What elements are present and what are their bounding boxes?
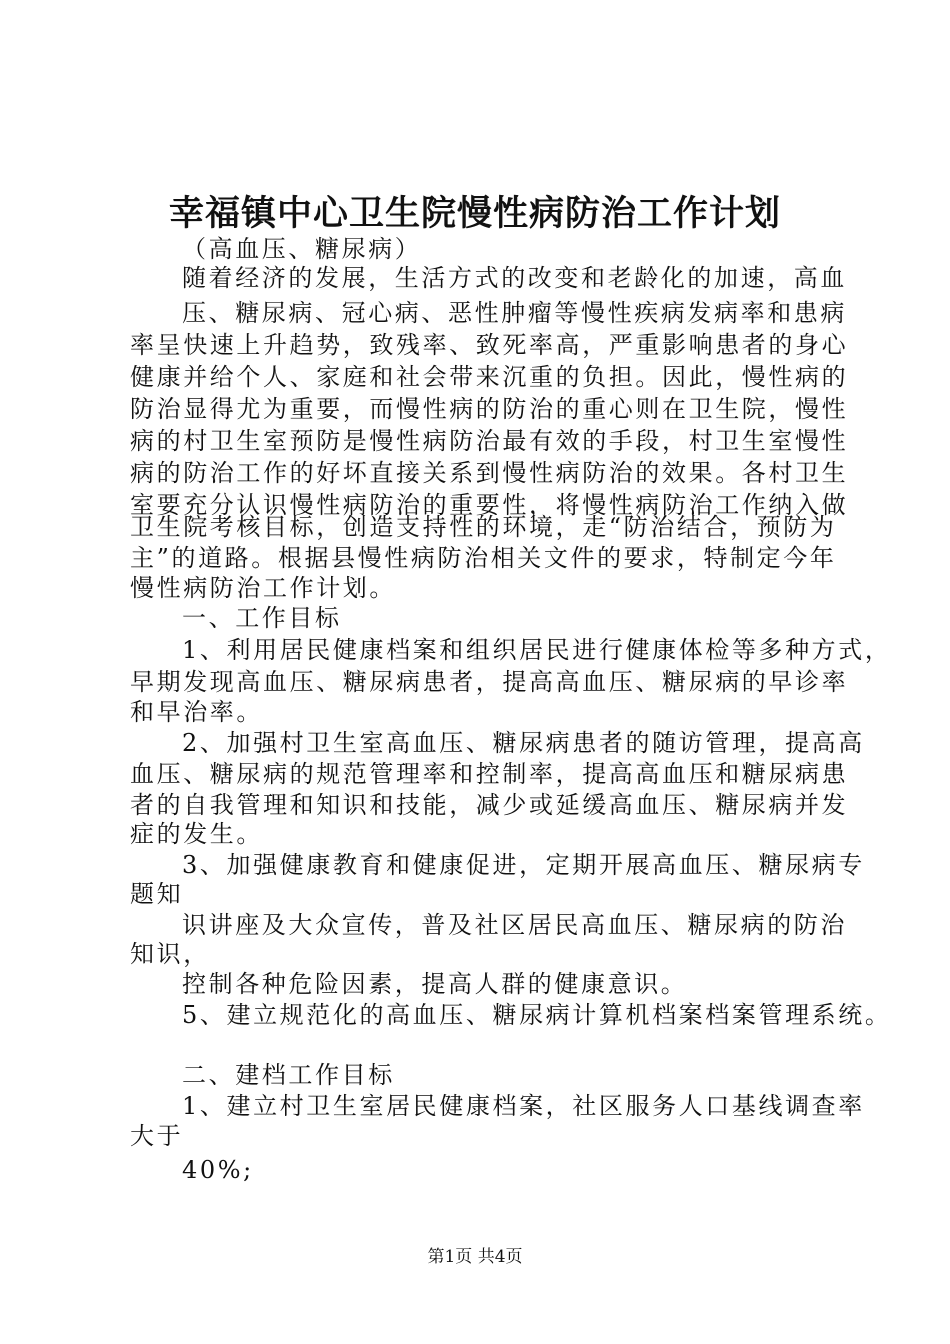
text-line: 主”的道路。根据县慢性病防治相关文件的要求，特制定今年: [130, 544, 837, 572]
text-line: 健康并给个人、家庭和社会带来沉重的负担。因此，慢性病的: [130, 363, 849, 391]
text-line: 2、加强村卫生室高血压、糖尿病患者的随访管理，提高高: [182, 729, 865, 757]
text-line: 病的防治工作的好坏直接关系到慢性病防治的效果。各村卫生: [130, 459, 849, 487]
text-line: 压、糖尿病、冠心病、恶性肿瘤等慢性疾病发病率和患病: [182, 299, 847, 327]
text-line: 病的村卫生室预防是慢性病防治最有效的手段，村卫生室慢性: [130, 427, 849, 455]
text-line: 率呈快速上升趋势，致残率、致死率高，严重影响患者的身心: [130, 331, 849, 359]
text-line: 者的自我管理和知识和技能，减少或延缓高血压、糖尿病并发: [130, 791, 849, 819]
text-line: 防治显得尤为重要，而慢性病的防治的重心则在卫生院，慢性: [130, 395, 849, 423]
text-line: 控制各种危险因素，提高人群的健康意识。: [182, 970, 688, 998]
text-line: 1、利用居民健康档案和组织居民进行健康体检等多种方式，: [182, 636, 892, 664]
text-line: 随着经济的发展，生活方式的改变和老龄化的加速，高血: [182, 264, 847, 292]
page-number-footer: 第1页 共4页: [427, 1247, 523, 1267]
text-line: 血压、糖尿病的规范管理率和控制率，提高高血压和糖尿病患: [130, 760, 849, 788]
text-line: 慢性病防治工作计划。: [130, 574, 396, 602]
text-line: 症的发生。: [130, 820, 263, 848]
text-line: 1、建立村卫生室居民健康档案，社区服务人口基线调查率: [182, 1092, 865, 1120]
text-line: 早期发现高血压、糖尿病患者，提高高血压、糖尿病的早诊率: [130, 668, 849, 696]
document-title: 幸福镇中心卫生院慢性病防治工作计划: [168, 193, 781, 234]
text-line: 大于: [130, 1122, 184, 1150]
text-line: 40%;: [182, 1156, 254, 1184]
section-heading-1: 一、工作目标: [182, 604, 342, 632]
text-line: 室要充分认识慢性病防治的重要性，将慢性病防治工作纳入做: [130, 491, 849, 519]
subtitle: （高血压、糖尿病）: [182, 235, 422, 263]
text-line: 5、建立规范化的高血压、糖尿病计算机档案档案管理系统。: [182, 1001, 892, 1029]
text-line: 题知: [130, 880, 184, 908]
text-line: 和早治率。: [130, 698, 263, 726]
section-heading-2: 二、建档工作目标: [182, 1061, 395, 1089]
text-line: 知识，: [130, 940, 210, 968]
text-line: 识讲座及大众宣传，普及社区居民高血压、糖尿病的防治: [182, 911, 847, 939]
text-line: 3、加强健康教育和健康促进，定期开展高血压、糖尿病专: [182, 851, 865, 879]
text-line: 卫生院考核目标，创造支持性的环境，走“防治结合，预防为: [130, 513, 837, 541]
